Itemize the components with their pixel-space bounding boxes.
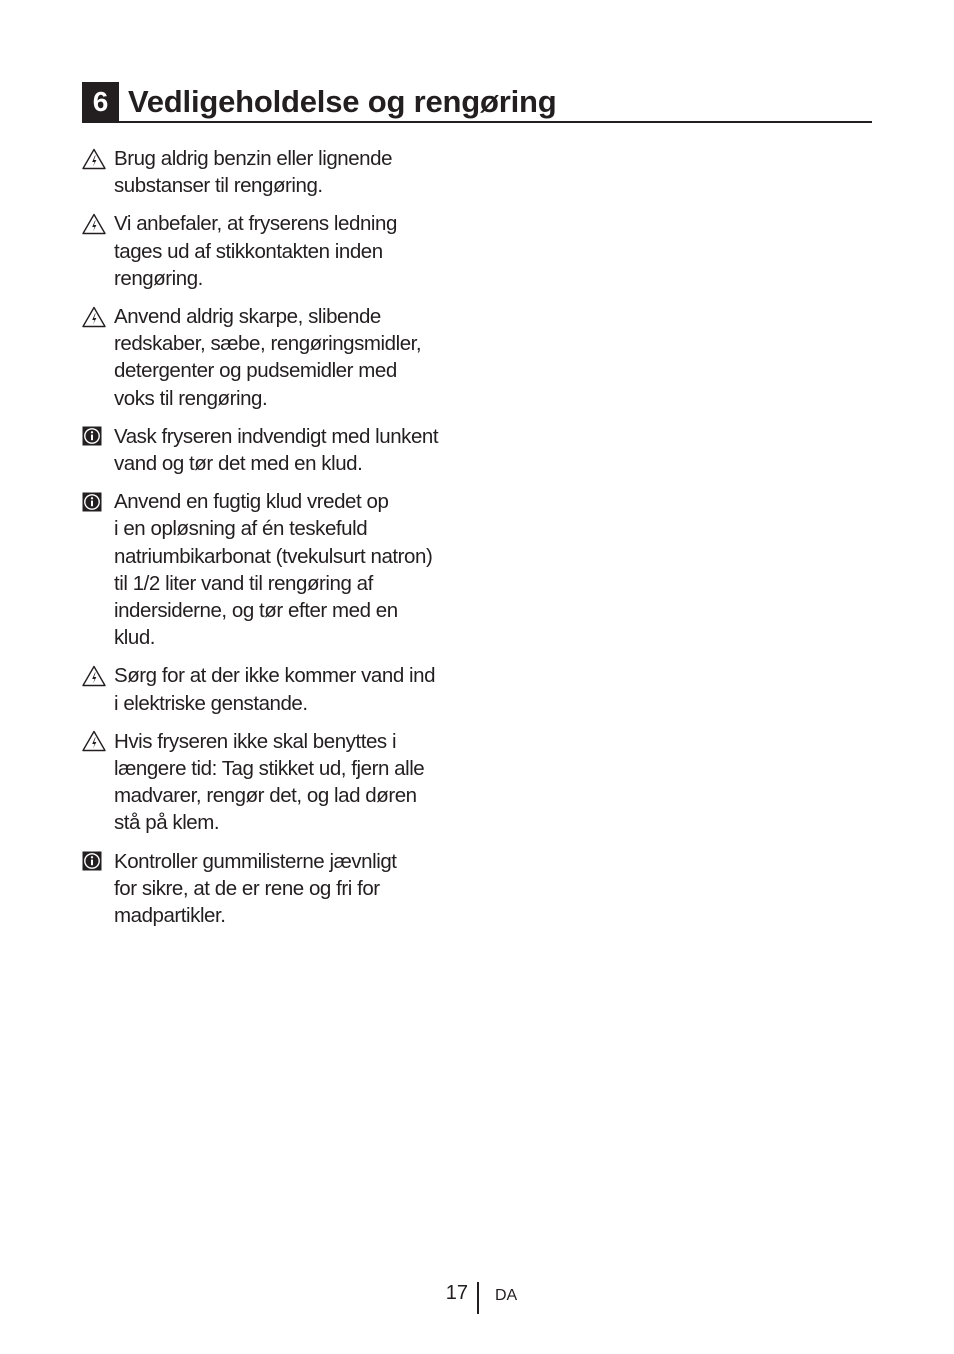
footer-divider bbox=[477, 1282, 479, 1314]
list-item bbox=[82, 303, 482, 412]
list-item-text: Hvis fryseren ikke skal benyttes i længere tid: Tag stikket ud, fjern alle madvarer, rengør det, og lad døren stå på klem. bbox=[114, 729, 425, 835]
list-item bbox=[82, 662, 482, 716]
info-icon bbox=[82, 488, 114, 515]
list-item bbox=[82, 848, 482, 930]
list-item-text: Sørg for at der ikke kommer vand ind i elektriske genstande. bbox=[114, 664, 436, 715]
warning-icon bbox=[82, 145, 114, 172]
warning-icon bbox=[82, 210, 114, 237]
instruction-list bbox=[82, 145, 482, 940]
info-icon bbox=[82, 423, 114, 450]
list-item bbox=[82, 423, 482, 477]
list-item-text: Brug aldrig benzin eller lignende substanser til rengøring. bbox=[114, 147, 393, 198]
list-item-text: Anvend en fugtig klud vredet op i en opløsning af én teskefuld natriumbikarbonat (tvekulsurt natron) til 1/2 liter vand til rengøring af indersiderne, og tør efter med en klud. bbox=[114, 490, 433, 650]
list-item-text: Vi anbefaler, at fryserens ledning tages ud af stikkontakten inden rengøring. bbox=[114, 212, 397, 290]
section-title: Vedligeholdelse og rengøring bbox=[128, 84, 557, 119]
list-item-text: Vask fryseren indvendigt med lunkent vand og tør det med en klud. bbox=[114, 424, 439, 476]
warning-icon bbox=[82, 662, 114, 689]
list-item-text: Kontroller gummilisterne jævnligt for sikre, at de er rene og fri for madpartikler. bbox=[114, 849, 397, 928]
list-item bbox=[82, 145, 482, 199]
list-item bbox=[82, 210, 482, 292]
warning-icon bbox=[82, 728, 114, 755]
language-code: DA bbox=[495, 1287, 518, 1304]
section-heading bbox=[82, 80, 872, 123]
info-icon bbox=[82, 848, 114, 875]
list-item bbox=[82, 488, 482, 651]
section-number: 6 bbox=[82, 82, 119, 121]
page-number: 17 bbox=[445, 1282, 468, 1304]
list-item bbox=[82, 728, 482, 837]
list-item-text: Anvend aldrig skarpe, slibende redskaber, sæbe, rengøringsmidler, detergenter og pudsemidler med voks til rengøring. bbox=[114, 305, 422, 410]
warning-icon bbox=[82, 303, 114, 330]
